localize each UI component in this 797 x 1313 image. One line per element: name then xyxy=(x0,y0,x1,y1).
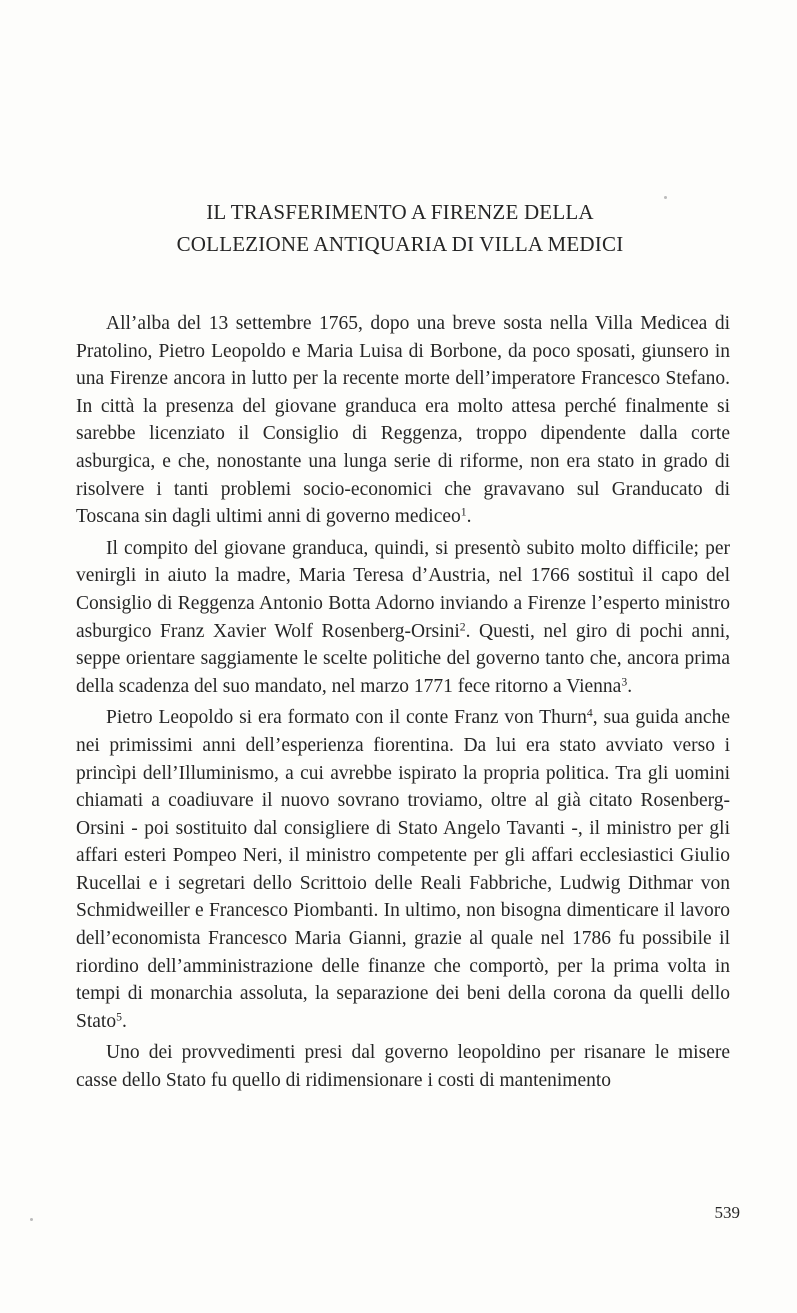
paragraph-text: . xyxy=(627,675,633,697)
paragraph-text: Uno dei provvedimenti presi dal governo leopoldino per risanare le misere casse dello Stato fu quello di ridimensionare i costi di mantenimento xyxy=(76,1042,730,1092)
paper-speck xyxy=(30,1218,33,1221)
paper-speck xyxy=(664,196,667,199)
paragraph-text: . xyxy=(121,1010,127,1032)
footnote-marker: 2 xyxy=(459,620,466,634)
paragraph-text: . Questi, nel giro di pochi anni, seppe orientare saggiamente le scelte politiche del governo tanto che, ancora prima della scadenza del suo mandato, nel marzo 1771 fece ritorno a Vienna xyxy=(76,620,730,697)
page-number: 539 xyxy=(714,1203,740,1222)
body-text xyxy=(76,310,730,1095)
chapter-title-line-2: COLLEZIONE ANTIQUARIA DI VILLA MEDICI xyxy=(176,232,624,256)
paragraph-text: , sua guida anche nei primissimi anni dell’esperienza fiorentina. Da lui era stato avviato verso i princìpi dell’Illuminismo, a cui avrebbe ispirato la propria politica. Tra gli uomini chiamati a coadiuvare il nuovo sovrano troviamo, oltre al già citato Rosenberg-Orsini - poi sostituito dal consigliere di Stato Angelo Tavanti -, il ministro per gli affari esteri Pompeo Neri, il ministro competente per gli affari ecclesiastici Giulio Rucellai e i segretari dello Scrittoio delle Reali Fabbriche, Ludwig Dithmar von Schmidweiller e Francesco Piombanti. In ultimo, non bisogna dimenticare il lavoro dell’economista Francesco Maria Gianni, grazie al quale nel 1786 fu possibile il riordino dell’amministrazione delle finanze che comportò, per la prima volta in tempi di monarchia assoluta, la separazione dei beni della corona da quelli dello Stato xyxy=(76,707,730,1032)
body-paragraph xyxy=(76,704,730,1035)
chapter-title xyxy=(120,196,680,260)
paragraph-text: . xyxy=(466,506,472,528)
footnote-marker: 1 xyxy=(460,505,467,519)
footnote-marker: 5 xyxy=(116,1010,122,1024)
paragraph-text: Pietro Leopoldo si era formato con il conte Franz von Thurn xyxy=(106,707,587,729)
footnote-marker: 3 xyxy=(621,675,628,689)
footnote-marker: 4 xyxy=(586,706,593,720)
body-paragraph xyxy=(76,535,730,701)
body-paragraph xyxy=(76,1039,730,1094)
chapter-title-line-1: IL TRASFERIMENTO A FIRENZE DELLA xyxy=(206,200,594,224)
body-paragraph xyxy=(76,310,730,531)
paragraph-text: All’alba del 13 settembre 1765, dopo una breve sosta nella Villa Medicea di Pratolino, Pietro Leopoldo e Maria Luisa di Borbone, da poco sposati, giunsero in una Firenze ancora in lutto per la recente morte dell’imperatore Francesco Stefano. In città la presenza del giovane granduca era molto attesa perché finalmente si sarebbe licenziato il Consiglio di Reggenza, troppo dipendente dalla corte asburgica, e che, nonostante una lunga serie di riforme, non era stato in grado di risolvere i tanti problemi socio-economici che gravavano sul Granducato di Toscana sin dagli ultimi anni di governo mediceo xyxy=(76,313,730,528)
paragraph-text: Il compito del giovane granduca, quindi, si presentò subito molto difficile; per venirgli in aiuto la madre, Maria Teresa d’Austria, nel 1766 sostituì il capo del Consiglio di Reggenza Antonio Botta Adorno inviando a Firenze l’esperto ministro asburgico Franz Xavier Wolf Rosenberg-Orsini xyxy=(76,537,730,642)
